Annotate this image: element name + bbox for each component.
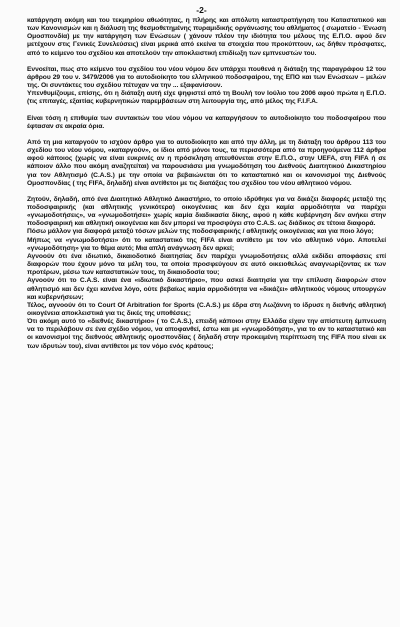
paragraph-spacer [27, 131, 386, 139]
paragraph: κατάργηση ακόμη και του τεκμηρίου αθωότητας, η πλήρης και απόλυτη καταστρατήγηση του Καταστατικού και των Κανονισμών και η διάλυση της θεσμοθετημένης πυραμιδικής οργάνωσης του αθλήματος ( σωματείο - Ένωση Ομοσπονδία) με την κατάργηση των Ενώσεων ( χάνουν πλέον την ιδιότητα του μέλους της Ε.Π.Ο. αφού δεν μετέχουν στις Γενικές Συνελεύσεις) είναι μερικά από εκείνα τα στοιχεία που προκύπτουν, ως δήθεν πρόσφατες, από το κείμενο του σχεδίου και αποτελούν την αποκλειστική επιδίωξη των εμπνευστών του. [27, 17, 386, 57]
paragraph: Πόσω μάλλον για διαφορά μεταξύ τόσων μελών της ποδοσφαιρικής / αθλητικής οικογένειας και για ποιο λόγο; [27, 228, 374, 236]
document-body [27, 17, 386, 351]
paragraph: Αγνοούν ότι ένα ιδιωτικό, δικαιοδοτικό διαιτησίας δεν παρέχει γνωμοδοτήσεις αλλά εκδίδει αποφάσεις επί διαφορών που έχουν μόνο τα μέλη του, τα οποία προσφεύγουν σε αυτό οικειοθελώς αναγνωρίζοντας εκ των προτέρων, μέσω των καταστατικών τους, τη δικαιοδοσία του; [27, 252, 386, 277]
page-number: -2- [196, 5, 207, 15]
paragraph: Υπενθυμίζουμε, επίσης, ότι η διάταξη αυτή είχε ψηφιστεί από τη Βουλή τον Ιούλιο του 2006 αφού πρώτα η Ε.Π.Ο. (τις επιταγές, εξαιτίας κυβερνητικών παρεμβάσεων στη λειτουργία της, από μέλος της F.I.F.A. [27, 90, 386, 106]
paragraph: Εννοείται, πως στο κείμενο του σχεδίου του νέου νόμου δεν υπάρχει πουθενά η διάταξη της παραγράφου 12 του άρθρου 29 του ν. 3479/2006 για το αυτοδιοίκητο του ελληνικού ποδοσφαίρου, της ΕΠΟ και των Ενώσεων – μελών της. Οι συντάκτες του σχεδίου πέτυχαν να την ... εξαφανίσουν. [27, 65, 386, 90]
paragraph: Μήπως να «γνωμοδοτήσει» ότι το καταστατικό της FIFA είναι αντίθετο με τον νέο αθλητικό νόμο. Αποτελεί «γνωμοδότηση» για το θέμα αυτό; Μια απλή ανάγνωση δεν αρκεί; [27, 236, 386, 252]
paragraph-spacer [27, 188, 386, 196]
paragraph-spacer [27, 107, 386, 115]
paragraph: Ζητούν, δηλαδή, από ένα Διαιτητικό Αθλητικό Δικαστήριο, το οποίο ιδρύθηκε για να δικάζει διαφορές μεταξύ της ποδοσφαιρικής (και αθλητικής γενικότερα) οικογένειας και δεν έχει καμία αρμοδιότητα να παρέχει «γνωμοδοτήσεις», να «γνωμοδοτήσει» χωρίς καμία διαδικασία δίκης, αφού η κάθε κυβέρνηση δεν ανήκει στην ποδοσφαιρική και αθλητική οικογένεια και δεν μπορεί να προσφύγει στο C.A.S. ως διάδικος σε τέτοια διαφορά. [27, 195, 386, 228]
paragraph: Αγνοούν ότι το C.A.S. είναι ένα «ιδιωτικό δικαστήριο», που ασκεί διαιτησία για την επίλυση διαφορών στον αθλητισμό και δεν έχει κανένα λόγο, ούτε βεβαίως καμία αρμοδιότητα να «δικάζει» αθλητικούς νόμους υπουργών και κυβερνήσεων; [27, 277, 386, 301]
paragraph: Είναι τόση η επιθυμία των συντακτών του νέου νόμου να καταργήσουν το αυτοδιοίκητο του ποδοσφαίρου που έφτασαν σε ακραία όρια. [27, 114, 386, 130]
paragraph: Τέλος, αγνοούν ότι το Court Of Arbitration for Sports (C.A.S.) με έδρα στη Λωζάννη το ίδρυσε η διεθνής αθλητική οικογένεια αποκλειστικά για τις δικές της υποθέσεις; [27, 301, 386, 317]
paragraph-spacer [27, 58, 386, 66]
paragraph: Από τη μια καταργούν το ισχύον άρθρο για το αυτοδιοίκητο και από την άλλη, με τη διάταξη του άρθρου 113 του σχεδίου του νέου νόμου, «καταργούν», οι ίδιοι από μόνοι τους, τα περισσότερα από τα προηγούμενα 112 άρθρα αφού κάποιος (χωρίς να είναι ευκρινές αν η πρόσκληση απευθύνεται στην Ε.Π.Ο., στην UEFA, στη FIFA ή σε κάποιον άλλο που ακόμη αναζητείται) να παρουσιάσει μια γνωμοδότηση του Διεθνούς Διαιτητικού Δικαστηρίου για τον Αθλητισμό (C.A.S.) με την οποία να βεβαιώνεται ότι το καταστατικό και οι κανονισμοί της Διεθνούς Ομοσπονδίας ( της FIFA, δηλαδή) είναι αντίθετοι με τις διατάξεις του σχεδίου του νέου αθλητικού νόμου. [27, 138, 386, 187]
paragraph: Ότι ακόμη αυτό το «διεθνές δικαστήριο» ( το C.A.S.), επειδή κάποιοι στην Ελλάδα είχαν την απίστευτη έμπνευση να το περιλάβουν σε ένα σχέδιο νόμου, να αποφανθεί, έστω και με «γνωμοδότηση», για το αν το καταστατικό και οι κανονισμοί της διεθνούς αθλητικής ομοσπονδίας ( δηλαδή στην προκειμένη περίπτωση της FIFA που είναι εκ των ιδρυτών του), είναι αντίθετοι με τον νόμο ενός κράτους; [27, 318, 386, 350]
